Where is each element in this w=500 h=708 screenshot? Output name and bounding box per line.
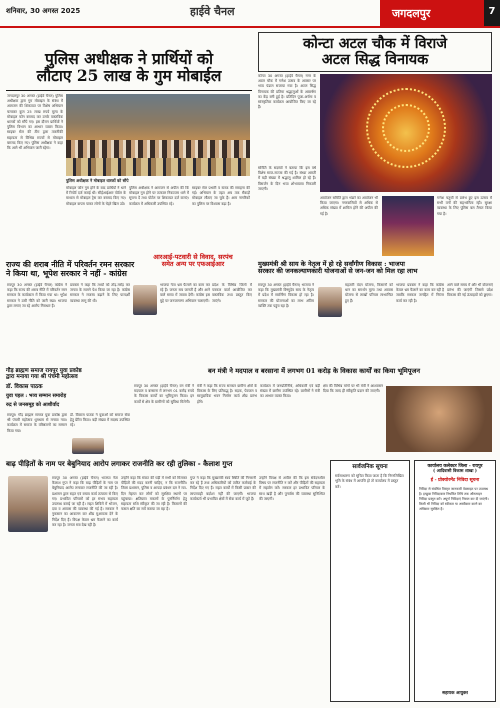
issue-date: शनिवार, 30 अगस्त 2025 — [6, 7, 81, 15]
congress-headline-line-1: राज्य की शराब नीति में परिवर्तन रमन सरकार — [6, 260, 135, 269]
gaur-headline-line-2: द्वारा मनाया गया श्री पंचमी महोत्सव — [6, 374, 78, 381]
aap-headline-line-2: समेत अन्य पर एफआईआर — [161, 260, 225, 269]
paper-name: हाईवे चैनल — [190, 5, 235, 18]
ganesh-headline-line-2: अटल सिद्ध विनायक — [321, 51, 429, 69]
ganesh-photo-main — [320, 74, 492, 192]
gaur-subhead-1: युवा पहल : भव्य सम्मान समारोह — [6, 393, 67, 399]
gaur-body-col-2: डॉ. विकास पाठक ने युवाओं को समाज सेवा हेतु प्रेरित किया। बड़ी संख्या में सदस्य उपस्थित रहे। — [70, 413, 130, 428]
congress-portrait — [133, 285, 157, 315]
police-photo-caption: पुलिस अधीक्षक ने मोबाइल धारकों को सौंपे — [66, 178, 129, 183]
ganesh-photo-halo-inner — [382, 104, 430, 152]
congress-body-col-1: रायपुर 30 अगस्त (हाईवे चैनल) कांग्रेस ने कहा कि राज्य की शराब नीति में परिवर्तन रमन सरकार के कार्यकाल में किया गया था। भूपेश सरकार ने उसी नीति को जारी रखा। भाजपा द्वारा लगाए जा रहे आरोप निराधार हैं। — [7, 283, 67, 308]
ganesh-body-col-1: कोन्टा 30 अगस्त (हाईवे चैनल) नगर के अटल चौक में गणेश उत्सव के अवसर पर भव्य पंडाल सजाया गया है। अटल सिद्ध विनायक की प्रतिमा श्रद्धालुओं के आकर्षण का केंद्र बनी हुई है। प्रतिदिन पूजा-अर्चना व सांस्कृतिक कार्यक्रम आयोजित किए जा रहे हैं। — [258, 74, 316, 110]
tender-heading: ई - प्रोक्योरमेंट निविदा सूचना — [430, 477, 480, 483]
ganesh-photo-small — [382, 196, 434, 256]
band-photo — [386, 386, 492, 452]
bhoomipujan-headline-line-2: सरकार की जनकल्याणकारी योजनाओं से जन-जन को मिल रहा लाभ — [258, 267, 418, 276]
bhoomipujan-body-col-1: रायपुर 30 अगस्त (हाईवे चैनल) भाजपा ने कहा कि मुख्यमंत्री विष्णुदेव साय के नेतृत्व में प्रदेश में सर्वांगीण विकास हो रहा है। सरकार की योजनाओं का लाभ अंतिम व्यक्ति तक पहुंच रहा है। — [258, 283, 314, 308]
aap-headline-line-1: आरआई-पटवारी से विवाद, सरपंच — [153, 253, 233, 261]
bhoomipujan-body-col-3: भाजपा प्रवक्ता ने कहा कि कांग्रेस केवल भ्रम फैलाने का काम कर रही है जबकि सरकार जनहित में निरंतर कार्य कर रही है। — [396, 283, 444, 303]
page-number: 7 — [484, 0, 500, 26]
gaur-byline: डॉ. विकास पाठक — [6, 384, 43, 390]
police-body-col-1: जगदलपुर 30 अगस्त (हाईवे चैनल) पुलिस अधीक्षक द्वारा गुम मोबाइल के संबंध में आमजन की शिकायत पर विशेष अभियान चलाकर कुल 25 लाख रुपये मूल्य के मोबाइल फोन बरामद कर उनके वास्तविक धारकों को सौंपे गए। इस दौरान प्रार्थियों ने पुलिस विभाग का आभार व्यक्त किया। साइबर सेल की टीम द्वारा तकनीकी सहायता से विभिन्न राज्यों से मोबाइल बरामद किए गए। पुलिस अधीक्षक ने कहा कि आगे भी अभियान जारी रहेगा। — [7, 94, 63, 151]
band-headline: बन मंत्री ने मदपाल व बरसाना में लगभग 01 करोड़ के विकास कार्यों का किया भूमिपूजन — [207, 367, 421, 375]
bhoomipujan-headline — [258, 261, 494, 275]
band-body-col-2: मंत्री ने कहा कि राज्य सरकार ग्रामीण क्षेत्रों के विकास के लिए प्रतिबद्ध है। सड़क, पेयजल व सामुदायिक भवन निर्माण कार्य शीघ्र प्रारंभ होंगे। — [197, 384, 257, 404]
congress-headline-line-2: ने किया था, भूपेश सरकार ने नहीं - कांग्रेस — [6, 268, 127, 278]
bhoomipujan-body-col-4: आने वाले समय में और भी योजनाएं प्रारंभ की जाएंगी जिससे प्रदेश विकास की नई ऊंचाइयों को छुएगा। — [447, 283, 493, 298]
police-headline-line-1: पुलिस अधीक्षक ने प्रार्थियों को — [44, 49, 214, 68]
gaur-body-col-1: रायपुर। गौड़ ब्राह्मण समाज युवा प्रकोष्ठ द्वारा श्री पंचमी महोत्सव धूमधाम से मनाया गया। कार्यक्रम में समाज के वरिष्ठजनों का सम्मान किया गया। — [7, 413, 67, 433]
ganesh-body-col-3: आयोजन समिति द्वारा भंडारे का आयोजन भी किया जाएगा। नगरवासियों से अधिक से अधिक संख्या में शामिल होने की अपील की गई है। — [320, 196, 378, 216]
police-photo-crowd — [66, 140, 250, 158]
gaur-subhead-2: रुद्र से जनसमूह को आशीर्वाद — [6, 402, 60, 408]
band-body-col-4: क्षेत्र की विभिन्न मांगों पर भी मंत्री ने आश्वासन दिया कि जल्द ही स्वीकृति प्रदान की जाएगी। — [323, 384, 383, 394]
tender-body: निविदा से संबंधित विस्तृत जानकारी वेबसाइट पर उपलब्ध है। इच्छुक निविदाकार निर्धारित तिथि तक ऑनलाइन निविदा प्रस्तुत करें। अपूर्ण निविदाएं निरस्त कर दी जाएंगी। किसी भी निविदा को स्वीकार या अस्वीकार करने का अधिकार सुरक्षित है। — [419, 486, 489, 511]
flood-body-col-1: रायपुर 30 अगस्त (हाईवे चैनल) भाजपा नेता कैलाश गुप्त ने कहा कि बाढ़ पीड़ितों के नाम पर बेबुनियाद आरोप लगाकर राजनीति की जा रही है। प्रशासन द्वारा राहत एवं बचाव कार्य तत्परता से किए गए। प्रभावित परिवारों को हर संभव सहायता उपलब्ध कराई जा रही है। राहत शिविरों में भोजन, दवा व आवास की व्यवस्था की गई है। सरकार ने नुकसान का आकलन कर शीघ्र मुआवजा देने के निर्देश दिए हैं। विपक्ष केवल भ्रम फैलाने का कार्य कर रहा है। जनता सब देख रही है। — [52, 476, 118, 527]
aap-headline — [132, 254, 254, 268]
ganesh-headline — [258, 32, 492, 72]
gaur-headline — [6, 368, 130, 381]
congress-body-col-2: प्रवक्ता ने कहा कि तथ्यों को तोड़-मरोड़ कर जनता के सामने पेश किया जा रहा है। कांग्रेस सरकार ने राजस्व बढ़ाने के लिए पारदर्शी व्यवस्था लागू की थी। — [70, 283, 130, 303]
ganesh-body-col-4: गणेश चतुर्थी से प्रारंभ हुए इस उत्सव में सभी वर्गों की सहभागिता रही। सुरक्षा व्यवस्था के लिए पुलिस बल तैनात किया गया है। — [437, 196, 492, 216]
tender-notice-box — [414, 460, 496, 702]
public-notice-body: सर्वसाधारण को सूचित किया जाता है कि निम्नलिखित भूमि के संबंध में आपत्ति हो तो कार्यालय में प्रस्तुत करें। — [335, 474, 404, 489]
flood-body-col-4: उन्होंने विपक्ष से अपील की कि इस संवेदनशील विषय पर राजनीति न करें और पीड़ितों की सहायता में सहयोग करें। सरकार हर प्रभावित परिवार के साथ खड़ी है और पुनर्वास की व्यवस्था सुनिश्चित की जाएगी। — [259, 476, 325, 501]
flood-headline: बाढ़ पीड़ितों के नाम पर बेबुनियाद आरोप लगाकर राजनीति कर रही तुलिका - कैलाश गुप्त — [6, 459, 233, 468]
tender-title-1: कार्यालय कलेक्टर जिला - रायपुर — [427, 464, 483, 469]
bhoomipujan-headline-line-1: मुख्यमंत्री श्री साय के नेतृत्व में हो रहे सर्वांगीण विकास : भाजपा — [258, 260, 405, 268]
gaur-headline-line-1: गौड़ ब्राह्मण समाज रायपुर युवा प्रकोष्ठ — [6, 368, 82, 374]
police-headline-line-2: लौटाए 25 लाख के गुम मोबाईल — [36, 66, 222, 86]
masthead — [0, 0, 500, 28]
city-banner: जगदलपुर — [380, 0, 484, 26]
public-notice-title: सार्वजनिक सूचना — [352, 464, 388, 470]
flood-portrait — [8, 476, 48, 532]
police-body-col-4: साइबर सेल प्रभारी व स्टाफ की सराहना की गई। अभियान के तहत अब तक सैकड़ों मोबाइल लौटाए जा चुके हैं। आम नागरिकों का पुलिस पर विश्वास बढ़ा है। — [192, 186, 250, 206]
flood-body-col-2: उन्होंने कहा कि संकट की घड़ी में सभी को मिलकर पीड़ितों की मदद करनी चाहिए, न कि राजनीति। जिला प्रशासन, पुलिस व आपदा प्रबंधन दल ने रात-दिन मेहनत कर लोगों को सुरक्षित स्थानों पर पहुंचाया। क्षतिग्रस्त मकानों के पुनर्निर्माण हेतु सहायता राशि स्वीकृत की जा रही है। किसानों की फसल क्षति का सर्वे कराया जा रहा है। — [121, 476, 187, 512]
ganesh-headline-line-1: कोन्टा अटल चौक में विराजे — [303, 35, 447, 52]
band-body-col-1: रायपुर 30 अगस्त (हाईवे चैनल) वन मंत्री ने मदपाल व बरसाना में लगभग 01 करोड़ रुपये के विकास कार्यों का भूमिपूजन किया। इन कार्यों से क्षेत्र के ग्रामीणों को सुविधा मिलेगी। — [134, 384, 194, 404]
flood-body-col-3: गुप्त ने कहा कि मुख्यमंत्री स्वयं स्थिति की निगरानी कर रहे हैं तथा अधिकारियों को त्वरित कार्रवाई के निर्देश दिए गए हैं। राहत कार्यों में किसी प्रकार की लापरवाही बर्दाश्त नहीं की जाएगी। भाजपा कार्यकर्ता भी प्रभावित क्षेत्रों में सेवा कार्य में जुटे हैं। — [190, 476, 256, 501]
congress-body-col-3: भाजपा नेता भ्रम फैलाने का काम कर रहे हैं। जनता सब जानती है और आने वाले समय में जवाब देगी। कांग्रेस इस मुद्दे पर जनजागरण अभियान चलाएगी। — [160, 283, 210, 303]
police-body-col-3: पुलिस अधीक्षक ने आमजन से अपील की कि मोबाइल गुम होने पर तत्काल निकटतम थाने में सूचना दें तथा पोर्टल पर शिकायत दर्ज कराएं। कार्यक्रम में अधिकारी उपस्थित रहे। — [129, 186, 189, 206]
police-body-col-2: मोबाइल फोन गुम होने के बाद प्रार्थियों ने थाने में रिपोर्ट दर्ज कराई थी। सीईआईआर पोर्टल के माध्यम से मोबाइल ट्रेस कर बरामद किए गए। मोबाइल वापस पाकर लोगों के चेहरे खिल उठे। — [66, 186, 126, 206]
public-notice-box — [330, 460, 410, 702]
bhoomipujan-portrait — [318, 287, 342, 317]
ganesh-body-col-2: समिति के सदस्यों ने बताया कि इस वर्ष विशेष साज-सज्जा की गई है। संध्या आरती में बड़ी संख्या में श्रद्धालु शामिल हो रहे हैं। विसर्जन के दिन भव्य शोभायात्रा निकाली जाएगी। — [258, 166, 316, 191]
tender-title-2: ( आदिवासी विकास शाखा ) — [433, 468, 477, 474]
bhoomipujan-body-col-2: महतारी वंदन योजना, किसानों को धान का समर्थन मूल्य तथा आवास योजना से लाखों परिवार लाभान्वित हुए हैं। — [345, 283, 393, 303]
police-rule — [6, 90, 252, 91]
tender-footer: सहायक आयुक्त — [442, 691, 468, 697]
gaur-photo — [72, 438, 104, 454]
congress-body-col-4: प्रदेश के विभिन्न जिलों में पत्रकार वार्ता आयोजित कर वास्तविक तथ्य प्रस्तुत किए जाएंगे। — [212, 283, 252, 303]
police-photo-front — [66, 158, 250, 176]
band-body-col-3: कार्यक्रम में जनप्रतिनिधि, अधिकारी एवं बड़ी संख्या में ग्रामीण उपस्थित रहे। ग्रामीणों ने मंत्री का आभार व्यक्त किया। — [260, 384, 320, 399]
police-photo — [66, 94, 250, 176]
police-headline — [8, 50, 250, 85]
